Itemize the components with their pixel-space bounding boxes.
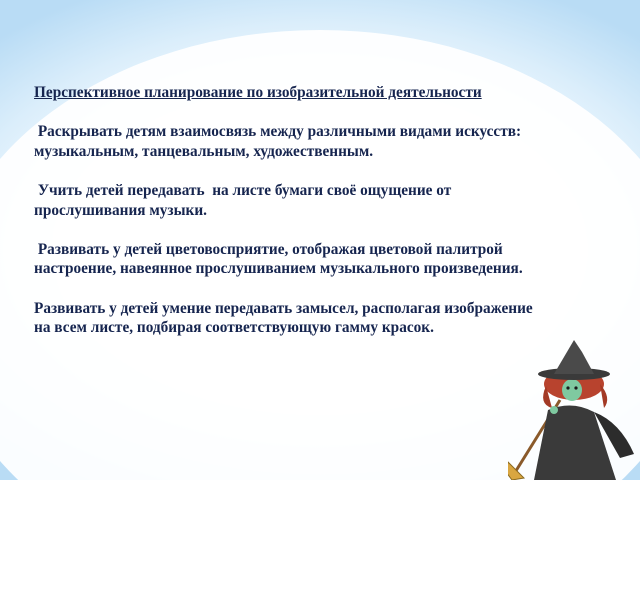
paragraph-3: Развивать у детей цветовосприятие, отображая цветовой палитрой настроение, навеянное прослушиванием музыкального произведения.	[34, 240, 523, 278]
paragraph-4: Развивать у детей умение передавать замысел, располагая изображение на всем листе, подбирая соответствующую гамму красок.	[34, 299, 537, 337]
slide-title: Перспективное планирование по изобразительной деятельности	[34, 84, 482, 101]
paragraph-1: Раскрывать детям взаимосвязь между различными видами искусств: музыкальным, танцевальным, художественным.	[34, 123, 525, 160]
paragraph-2: Учить детей передавать на листе бумаги своё ощущение от прослушивания музыки.	[34, 181, 456, 219]
witch-with-broom-icon	[508, 338, 640, 480]
slide-text-block	[34, 83, 539, 357]
